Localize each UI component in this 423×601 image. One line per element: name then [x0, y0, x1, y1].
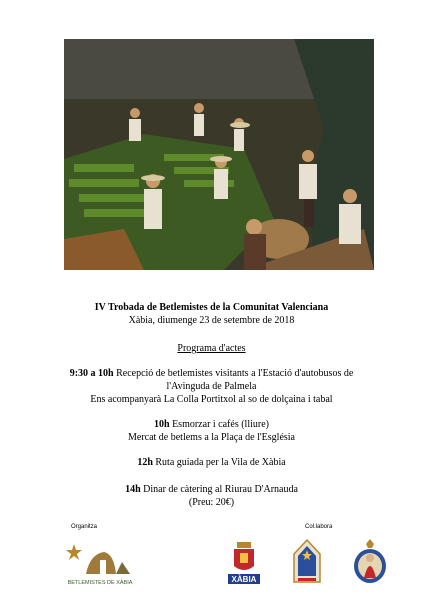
programme-text: Ens acompanyarà La Colla Portitxol al so de dolçaina i tabal — [90, 394, 333, 405]
programme-item — [0, 457, 423, 469]
xabia-council-logo — [226, 540, 262, 586]
betlemistes-xabia-logo — [64, 540, 136, 588]
programme-time: 14h — [125, 484, 141, 495]
event-title: IV Trobada de Betlemistes de la Comunitat Valenciana — [94, 302, 329, 313]
colabora-label: Col.labora — [305, 524, 333, 530]
programme-text: (Preu: 20€) — [188, 497, 235, 508]
organiza-label: Organitza — [71, 524, 98, 530]
programme-item — [0, 368, 423, 380]
programme-text: Dinar de càtering al Riurau D'Arnauda — [143, 484, 298, 495]
programme-time: 12h — [137, 457, 153, 468]
programme-text: Ruta guiada per la Vila de Xàbia — [155, 457, 286, 468]
federation-logo — [292, 538, 322, 586]
programme-time: 10h — [154, 419, 170, 430]
programme-time: 9:30 a 10h — [69, 368, 114, 379]
programme-item — [0, 419, 423, 431]
programme-item — [0, 484, 423, 496]
programme-text: Recepció de betlemistes visitants a l'Estació d'autobusos de — [116, 368, 354, 379]
xabia-logo-text: XÀBIA — [231, 575, 257, 584]
medallion-logo — [351, 538, 389, 586]
programme-text: Mercat de betlems a la Plaça de l'Església — [127, 432, 295, 443]
organizer-logo-text: BETLEMISTES DE XÀBIA — [67, 580, 133, 586]
programme-heading: Programa d'actes — [177, 343, 246, 354]
nativity-scene-photo — [64, 39, 374, 270]
event-subtitle: Xàbia, diumenge 23 de setembre de 2018 — [128, 315, 295, 326]
programme-text: l'Avinguda de Palmela — [166, 381, 257, 392]
programme-text: Esmorzar i cafés (lliure) — [172, 419, 269, 430]
